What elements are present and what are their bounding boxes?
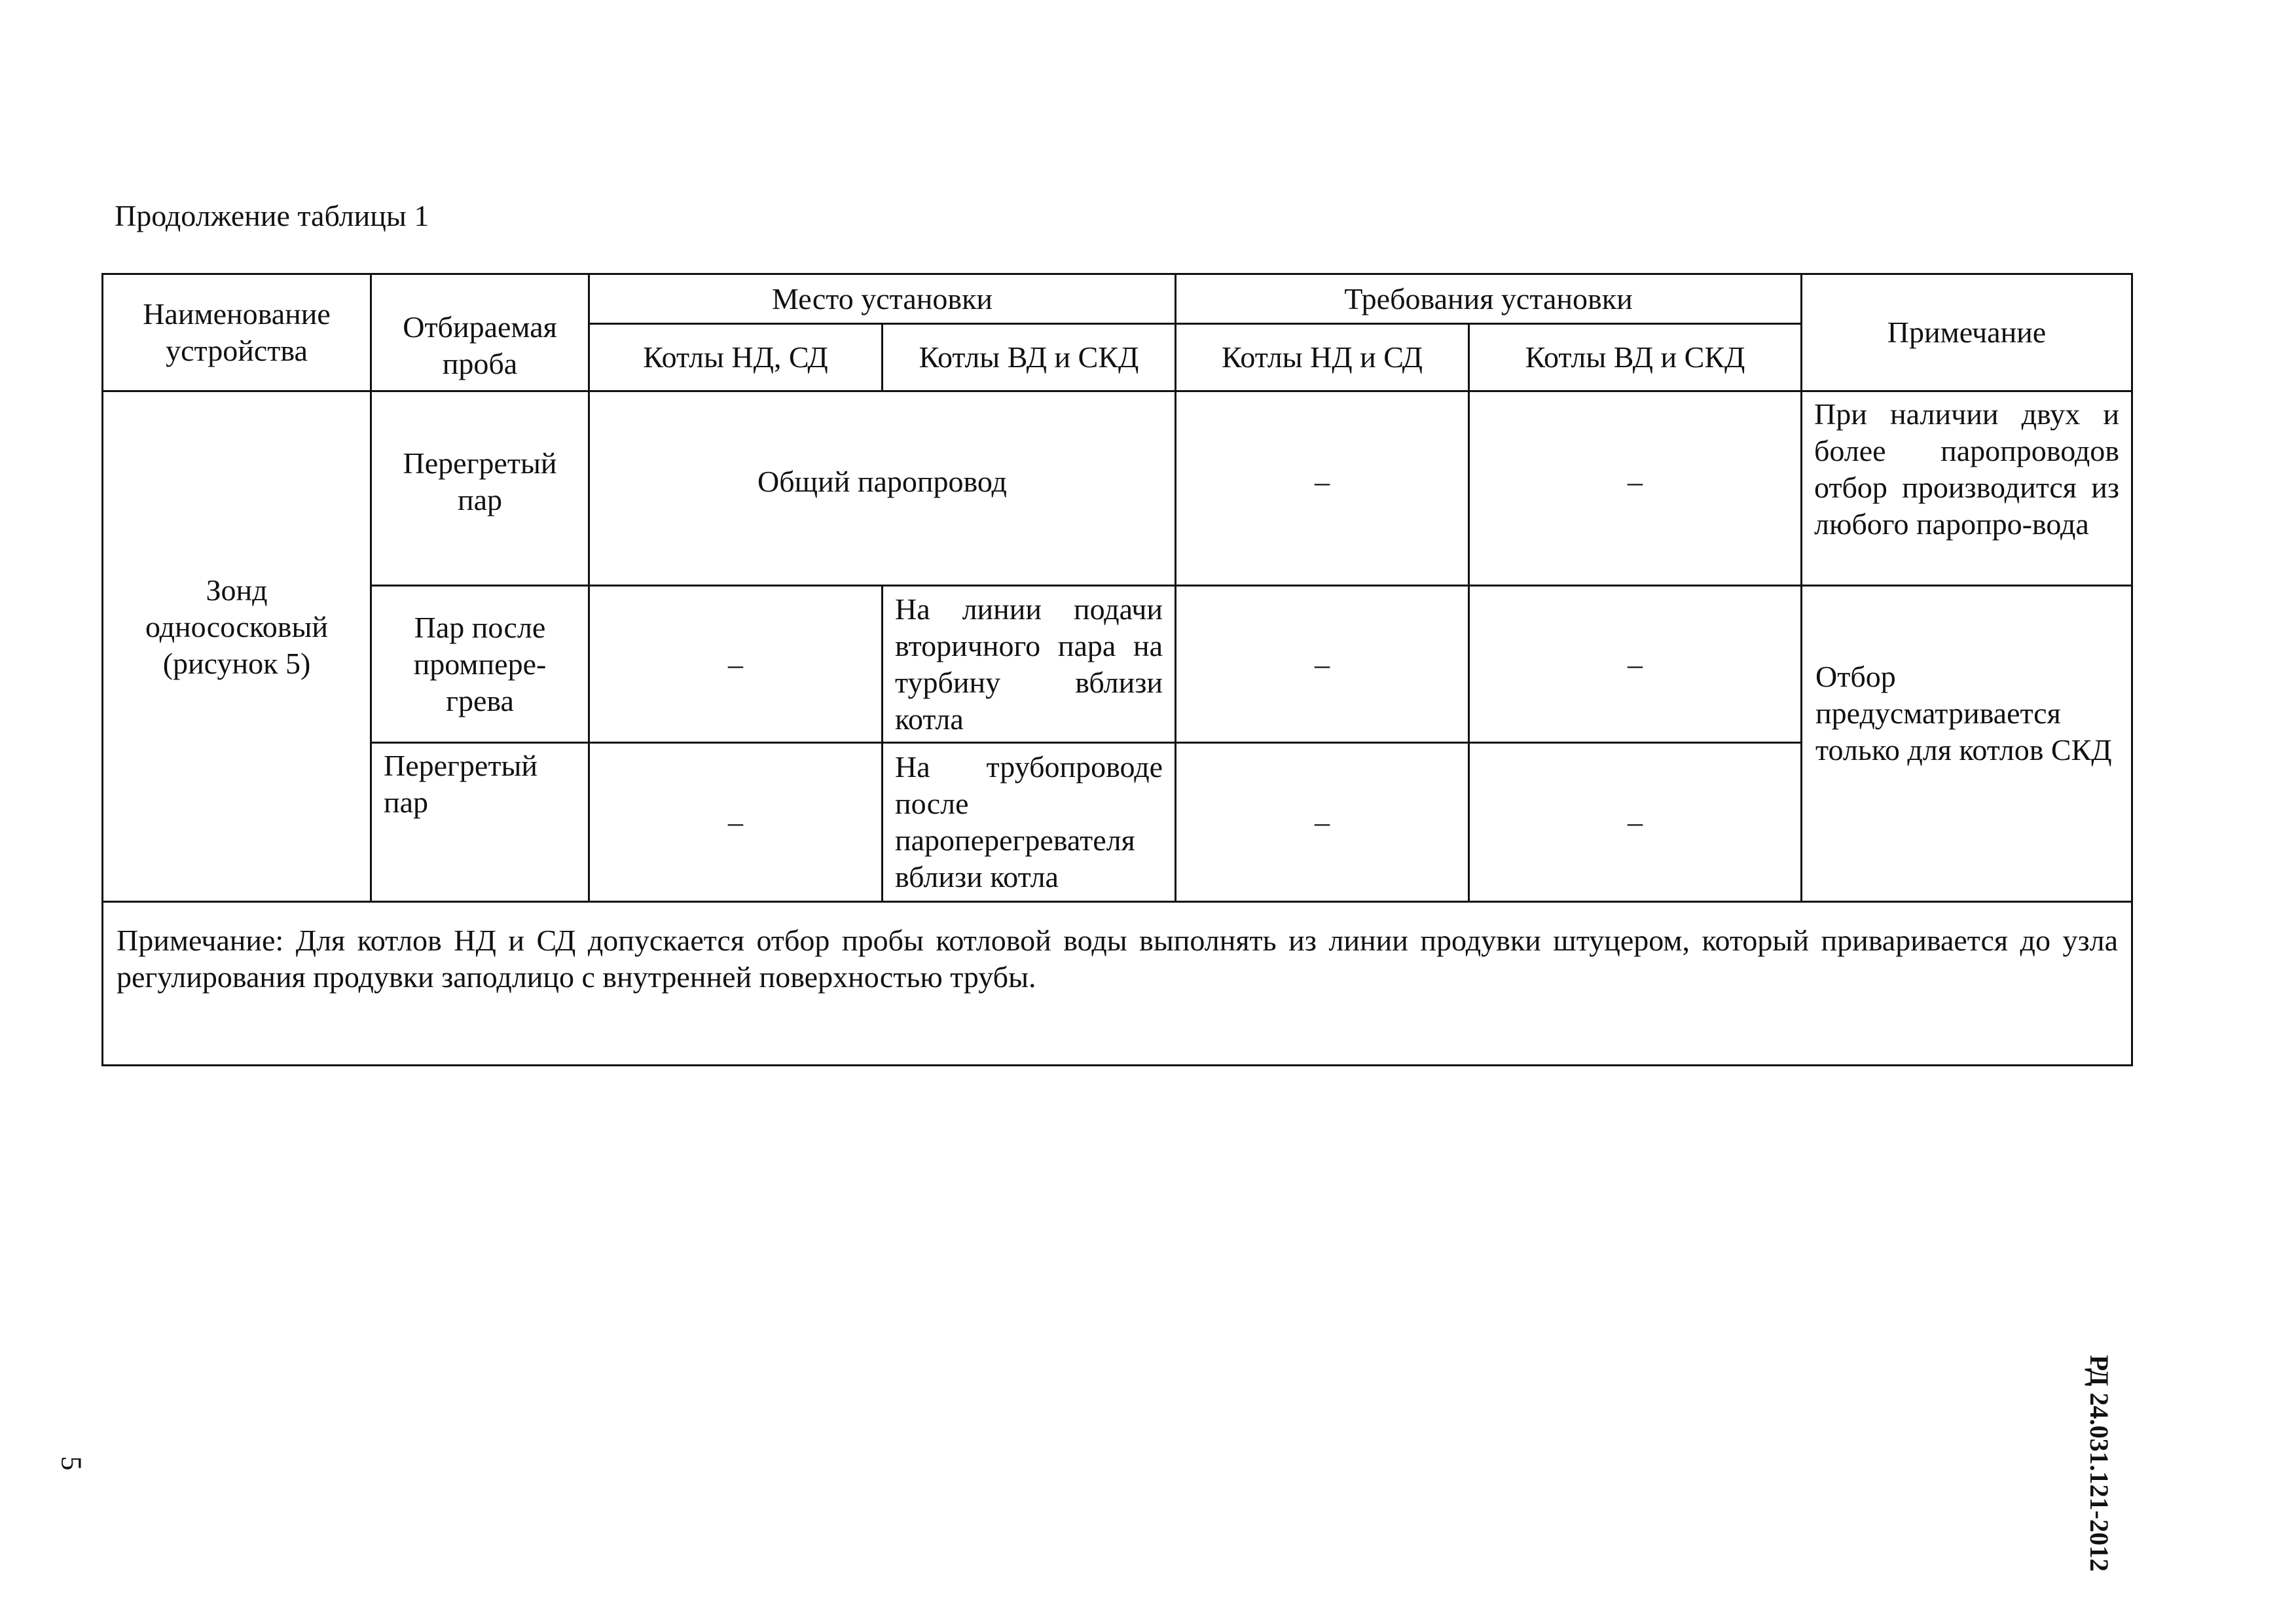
header-remark: Примечание bbox=[1802, 274, 2132, 391]
header-sample: Отбираемая проба bbox=[371, 274, 589, 391]
req-vd-skd-cell: – bbox=[1469, 586, 1802, 743]
req-nd-sd-cell: – bbox=[1176, 586, 1469, 743]
footnote-row bbox=[103, 902, 2132, 1066]
req-vd-skd-cell: – bbox=[1469, 743, 1802, 902]
table-footnote: Примечание: Для котлов НД и СД допускается отбор пробы котловой воды выполнять из линии продувки штуцером, который приваривается до узла регулирования продувки заподлицо с внутренней поверхностью трубы. bbox=[103, 902, 2132, 1066]
loc-vd-skd-cell: На линии подачи вторичного пара на турбину вблизи котла bbox=[883, 586, 1176, 743]
req-nd-sd-cell: – bbox=[1176, 743, 1469, 902]
loc-nd-sd-cell: – bbox=[589, 586, 883, 743]
header-location: Место установки bbox=[589, 274, 1176, 324]
remark-cell: При наличии двух и более паропроводов отбор производится из любого паропро-вода bbox=[1802, 391, 2132, 586]
req-vd-skd-cell: – bbox=[1469, 391, 1802, 586]
loc-nd-sd-cell: – bbox=[589, 743, 883, 902]
header-loc-vd-skd: Котлы ВД и СКД bbox=[883, 324, 1176, 391]
sample-cell: Перегретый пар bbox=[371, 391, 589, 586]
table-row bbox=[103, 586, 2132, 743]
data-table bbox=[101, 273, 2133, 1066]
loc-vd-skd-cell: На трубопроводе после пароперегревателя вблизи котла bbox=[883, 743, 1176, 902]
remark-merged-cell: Отбор предусматривается только для котлов СКД bbox=[1802, 586, 2132, 902]
device-name: Зонд однососковый (рисунок 5) bbox=[103, 391, 371, 902]
header-loc-nd-sd: Котлы НД, СД bbox=[589, 324, 883, 391]
table-row bbox=[103, 391, 2132, 586]
header-row-1 bbox=[103, 274, 2132, 324]
location-common-cell: Общий паропровод bbox=[589, 391, 1176, 586]
header-req-nd-sd: Котлы НД и СД bbox=[1176, 324, 1469, 391]
req-nd-sd-cell: – bbox=[1176, 391, 1469, 586]
document-code: РД 24.031.121-2012 bbox=[2085, 1355, 2114, 1572]
sample-cell: Пар после промпере-грева bbox=[371, 586, 589, 743]
header-requirements: Требования установки bbox=[1176, 274, 1802, 324]
page-number: 5 bbox=[55, 1456, 88, 1471]
header-device: Наименование устройства bbox=[103, 274, 371, 391]
sample-cell: Перегретый пар bbox=[371, 743, 589, 902]
header-req-vd-skd: Котлы ВД и СКД bbox=[1469, 324, 1802, 391]
table-caption: Продолжение таблицы 1 bbox=[115, 199, 429, 232]
